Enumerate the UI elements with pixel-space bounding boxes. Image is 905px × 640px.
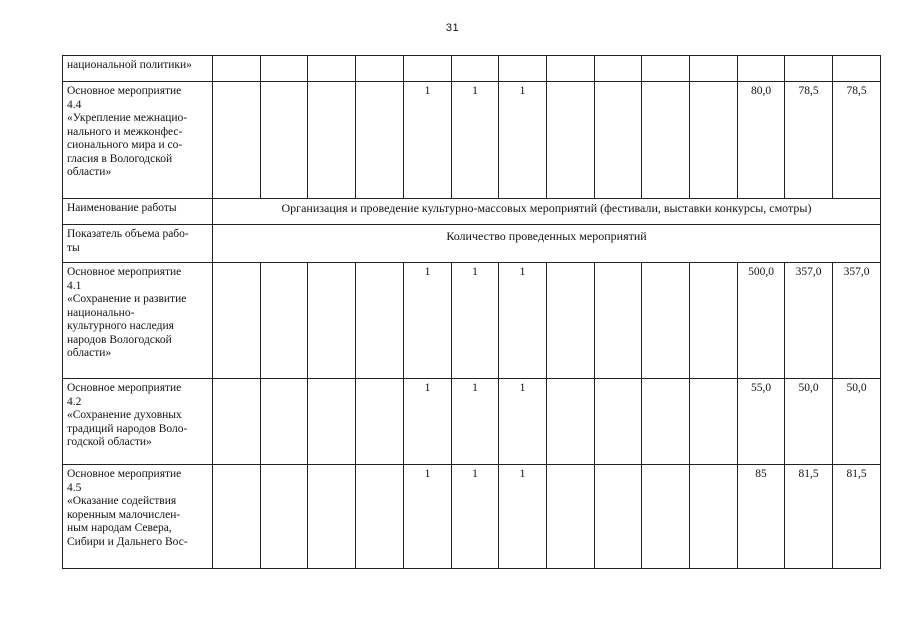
label-line: Основное мероприятие bbox=[67, 85, 182, 97]
table-cell bbox=[213, 82, 261, 199]
table-cell: 1 bbox=[404, 263, 452, 379]
label-line: Сибири и Дальнего Вос- bbox=[67, 535, 188, 548]
table-cell bbox=[785, 56, 833, 82]
table-row bbox=[63, 199, 881, 225]
label-line: «Сохранение и развитие bbox=[67, 293, 187, 305]
table-cell bbox=[261, 82, 308, 199]
table-row bbox=[63, 56, 881, 82]
table-cell bbox=[595, 465, 642, 569]
table-cell bbox=[308, 263, 356, 379]
table-cell bbox=[356, 263, 404, 379]
label-line: коренным малочислен- bbox=[67, 508, 181, 521]
table-cell: 1 bbox=[499, 82, 547, 199]
table-cell bbox=[738, 56, 785, 82]
table-cell: 1 bbox=[404, 82, 452, 199]
table-cell bbox=[547, 82, 595, 199]
label-line: Наименование работы bbox=[67, 202, 177, 214]
label-line: ным народам Севера, bbox=[67, 522, 172, 534]
row-label bbox=[63, 465, 213, 569]
label-line: «Сохранение духовных bbox=[67, 409, 182, 421]
label-line: культурного наследия bbox=[67, 320, 174, 332]
table-cell bbox=[690, 56, 738, 82]
row-label bbox=[63, 225, 213, 263]
table-cell bbox=[690, 82, 738, 199]
table-cell: 50,0 bbox=[785, 379, 833, 465]
table-cell bbox=[833, 56, 881, 82]
row-label bbox=[63, 263, 213, 379]
table-cell bbox=[356, 56, 404, 82]
table-cell: 1 bbox=[452, 465, 499, 569]
label-line: нального и межконфес- bbox=[67, 125, 183, 138]
table-cell: 1 bbox=[499, 263, 547, 379]
table-cell: 500,0 bbox=[738, 263, 785, 379]
table-cell bbox=[642, 56, 690, 82]
table-cell: 1 bbox=[499, 465, 547, 569]
table-row bbox=[63, 225, 881, 263]
table-row bbox=[63, 379, 881, 465]
label-line: национальной политики» bbox=[67, 59, 192, 71]
label-line: 4.2 bbox=[67, 395, 82, 408]
table-cell bbox=[642, 263, 690, 379]
work-name: Организация и проведение культурно-массовых мероприятий (фестивали, выставки конкурсы, смотры) bbox=[213, 199, 881, 225]
table-cell bbox=[308, 56, 356, 82]
table-cell bbox=[690, 465, 738, 569]
table-cell: 78,5 bbox=[785, 82, 833, 199]
label-line: народов Вологодской bbox=[67, 333, 172, 346]
table-cell: 357,0 bbox=[833, 263, 881, 379]
table-cell: 1 bbox=[452, 82, 499, 199]
table-cell: 55,0 bbox=[738, 379, 785, 465]
table-cell bbox=[547, 263, 595, 379]
label-line: ты bbox=[67, 241, 80, 254]
table-cell: 50,0 bbox=[833, 379, 881, 465]
table-cell bbox=[261, 263, 308, 379]
program-table bbox=[62, 55, 881, 569]
table-cell bbox=[499, 56, 547, 82]
label-line: 4.5 bbox=[67, 481, 82, 494]
label-line: области» bbox=[67, 347, 112, 359]
label-line: Основное мероприятие bbox=[67, 468, 182, 480]
table-cell bbox=[213, 465, 261, 569]
label-line: Показатель объема рабо- bbox=[67, 228, 189, 240]
table-row bbox=[63, 82, 881, 199]
table-cell bbox=[356, 82, 404, 199]
table-cell bbox=[595, 263, 642, 379]
table-cell: 1 bbox=[404, 379, 452, 465]
label-line: сионального мира и со- bbox=[67, 139, 183, 151]
table-cell: 81,5 bbox=[833, 465, 881, 569]
label-line: Основное мероприятие bbox=[67, 382, 182, 394]
table-cell bbox=[213, 379, 261, 465]
table-cell bbox=[308, 379, 356, 465]
table-cell: 1 bbox=[404, 465, 452, 569]
table-cell bbox=[595, 82, 642, 199]
table-cell bbox=[595, 56, 642, 82]
table-cell bbox=[547, 56, 595, 82]
label-line: 4.4 bbox=[67, 98, 82, 111]
page-number: 31 bbox=[445, 22, 460, 34]
label-line: Основное мероприятие bbox=[67, 266, 182, 278]
row-label bbox=[63, 199, 213, 225]
table-cell bbox=[261, 56, 308, 82]
label-line: годской области» bbox=[67, 436, 152, 448]
table-cell bbox=[547, 379, 595, 465]
table-cell bbox=[308, 82, 356, 199]
table-cell bbox=[452, 56, 499, 82]
table-cell bbox=[356, 379, 404, 465]
label-line: гласия в Вологодской bbox=[67, 152, 173, 165]
label-line: области» bbox=[67, 166, 112, 178]
table-cell bbox=[213, 263, 261, 379]
table-cell bbox=[642, 379, 690, 465]
label-line: традиций народов Воло- bbox=[67, 422, 188, 435]
table-cell bbox=[595, 379, 642, 465]
row-label bbox=[63, 379, 213, 465]
label-line: «Оказание содействия bbox=[67, 495, 177, 507]
table-cell bbox=[690, 263, 738, 379]
table-cell: 1 bbox=[452, 263, 499, 379]
table-cell: 81,5 bbox=[785, 465, 833, 569]
table-row bbox=[63, 465, 881, 569]
table-cell bbox=[642, 465, 690, 569]
table-cell bbox=[690, 379, 738, 465]
row-label bbox=[63, 82, 213, 199]
table-cell bbox=[213, 56, 261, 82]
table-cell: 78,5 bbox=[833, 82, 881, 199]
table-cell: 80,0 bbox=[738, 82, 785, 199]
table-cell bbox=[261, 379, 308, 465]
table-cell bbox=[261, 465, 308, 569]
table-row bbox=[63, 263, 881, 379]
row-label bbox=[63, 56, 213, 82]
table-cell bbox=[308, 465, 356, 569]
table-cell bbox=[404, 56, 452, 82]
volume-indicator: Количество проведенных мероприятий bbox=[213, 225, 881, 263]
table-cell bbox=[547, 465, 595, 569]
table-cell bbox=[356, 465, 404, 569]
table-cell: 85 bbox=[738, 465, 785, 569]
label-line: 4.1 bbox=[67, 279, 82, 292]
table-cell: 1 bbox=[452, 379, 499, 465]
label-line: «Укрепление межнацио- bbox=[67, 112, 188, 124]
table-cell: 357,0 bbox=[785, 263, 833, 379]
label-line: национально- bbox=[67, 306, 135, 319]
table-cell bbox=[642, 82, 690, 199]
table-cell: 1 bbox=[499, 379, 547, 465]
